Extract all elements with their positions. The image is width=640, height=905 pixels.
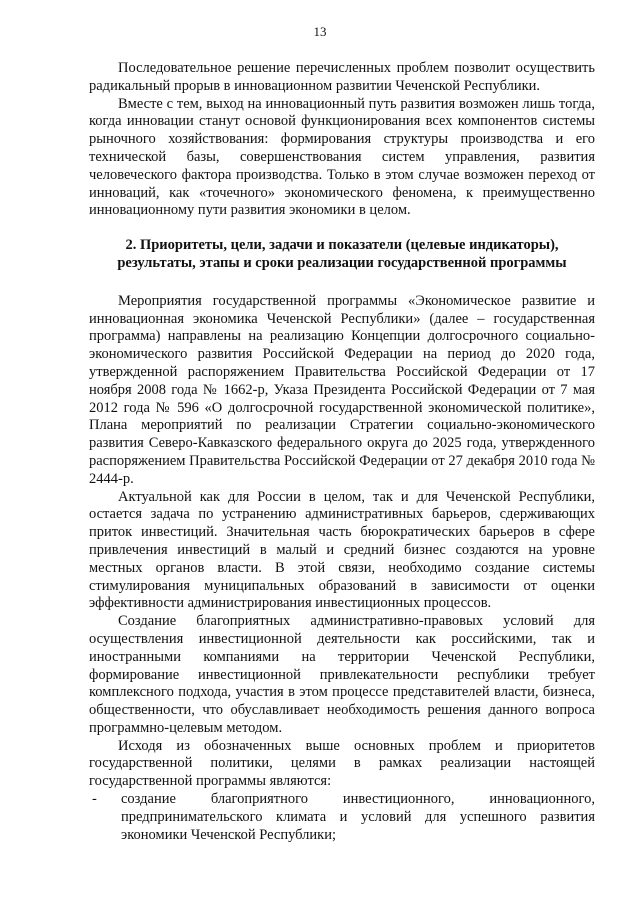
bullet-marker: - — [92, 791, 97, 808]
bullet-item — [89, 791, 595, 844]
section-heading: 2. Приоритеты, цели, задачи и показатели (целевые индикаторы), результаты, этапы и сроки реализации государственной программы — [117, 237, 567, 271]
paragraph: Актуальной как для России в целом, так и для Чеченской Республики, остается задача по устранению административных барьеров, сдерживающих приток инвестиций. Значительная часть бюрократических барьеров в сфере привлечения инвестиций в малый и средний бизнес создаются на уровне местных органов власти. В этой связи, необходимо создание системы стимулирования муниципальных образований в зависимости от оценки эффективности администрирования инвестиционных процессов. — [89, 488, 595, 612]
spacer — [89, 220, 595, 237]
page-number: 13 — [313, 24, 327, 39]
paragraph: Мероприятия государственной программы «Экономическое развитие и инновационная экономика Чеченской Республики» (далее – государственная программа) направлены на реализацию Концепции долгосрочного социально-экономического развития Российской Федерации на период до 2020 года, утвержденной распоряжением Правительства Российской Федерации от 17 ноября 2008 года № 1662-р, Указа Президента Российской Федерации от 7 мая 2012 года № 596 «О долгосрочной государственной экономической политике», Плана мероприятий по реализации Стратегии социально-экономического развития Северо-Кавказского федерального округа до 2025 года, утвержденного распоряжением Правительства Российской Федерации от 27 декабря 2010 года № 2444-р. — [89, 292, 595, 487]
paragraph: Последовательное решение перечисленных проблем позволит осуществить радикальный прорыв в инновационном развитии Чеченской Республики. — [89, 60, 595, 94]
page-content — [89, 60, 595, 844]
paragraph: Создание благоприятных административно-правовых условий для осуществления инвестиционной деятельности как российскими, так и иностранными компаниями на территории Чеченской Республики, формирование инвестиционной привлекательности республики требует комплексного подхода, участия в этом процессе представителей власти, бизнеса, общественности, что обуславливает необходимость решения данного вопроса программно-целевым методом. — [89, 613, 595, 736]
paragraph: Вместе с тем, выход на инновационный путь развития возможен лишь тогда, когда инновации станут основой функционирования всех компонентов системы рыночного хозяйствования: формирования структуры производства и его технической базы, совершенствования систем управления, развития человеческого фактора производства. Только в этом случае возможен переход от инноваций, как «точечного» экономического феномена, к преимущественно инновационному пути развития экономики в целом. — [89, 95, 595, 219]
bullet-text: создание благоприятного инвестиционного, инновационного, предпринимательского климата и условий для успешного развития экономики Чеченской Республики; — [121, 791, 595, 843]
paragraph: Исходя из обозначенных выше основных проблем и приоритетов государственной политики, целями в рамках реализации настоящей государственной программы являются: — [89, 737, 595, 790]
